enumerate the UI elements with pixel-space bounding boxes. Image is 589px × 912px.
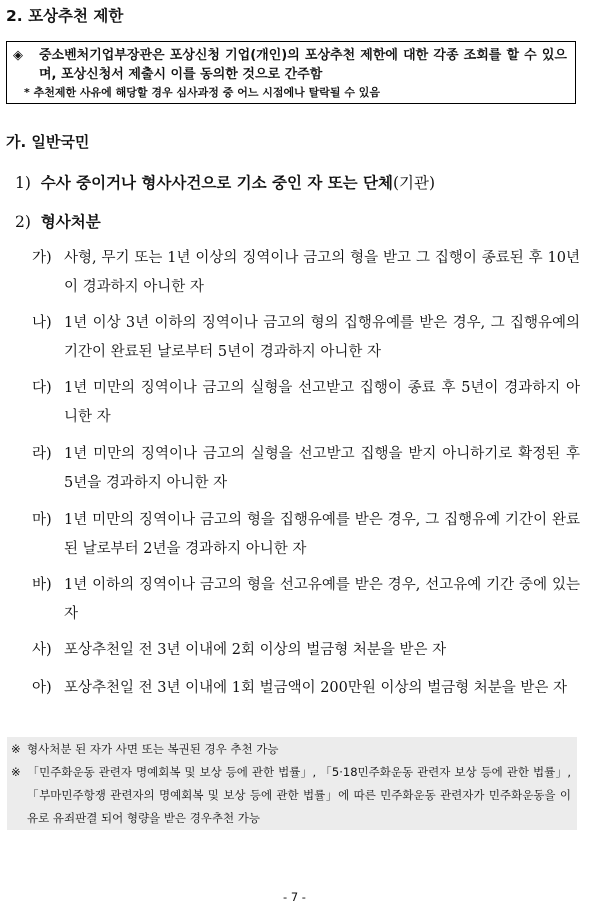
note-marker: ※ [11, 742, 21, 756]
subitem-text: 1년 미만의 징역이나 금고의 실형을 선고받고 집행이 종료 후 5년이 경과하지 아니한 자 [64, 380, 580, 425]
list-item [32, 636, 580, 665]
subitem-marker: 다) [32, 380, 52, 396]
item-number: 2) [15, 213, 31, 231]
item-bold-text: 형사처분 [40, 213, 101, 231]
list-item [15, 171, 435, 193]
diamond-marker-icon: ◈ [13, 48, 23, 63]
notice-text: 중소벤처기업부장관은 포상신청 기업(개인)의 포상추천 제한에 대한 각종 조회를 할 수 있으며, 포상신청서 제출시 이를 동의한 것으로 간주함 [39, 48, 567, 82]
note-item [11, 738, 571, 761]
notes-box [7, 737, 577, 830]
list-item [32, 244, 580, 302]
subitem-marker: 바) [32, 577, 52, 593]
subitem-text: 포상추천일 전 3년 이내에 2회 이상의 벌금형 처분을 받은 자 [64, 642, 447, 658]
subitem-marker: 사) [32, 642, 52, 658]
list-item [32, 374, 580, 432]
section-title: 2. 포상추천 제한 [6, 7, 124, 25]
subitem-text: 1년 미만의 징역이나 금고의 실형을 선고받고 집행을 받지 아니하기로 확정된 후 5년을 경과하지 아니한 자 [64, 446, 580, 491]
list-item [32, 571, 580, 629]
list-item [32, 506, 580, 564]
subitem-text: 1년 이하의 징역이나 금고의 형을 선고유예를 받은 경우, 선고유예 기간 중에 있는 자 [64, 577, 580, 622]
list-item [32, 309, 580, 367]
list-item [15, 210, 101, 232]
subitem-marker: 마) [32, 512, 52, 528]
notice-box [6, 41, 576, 104]
note-text: 형사처분 된 자가 사면 또는 복권된 경우 추천 가능 [27, 742, 279, 756]
subsection-title: 가. 일반국민 [6, 133, 90, 151]
subitem-text: 1년 이상 3년 이하의 징역이나 금고의 형의 집행유예를 받은 경우, 그 집행유예의 기간이 완료된 날로부터 5년이 경과하지 아니한 자 [64, 315, 580, 360]
notice-star-note: * 추천제한 사유에 해당할 경우 심사과정 중 어느 시점에나 탈락될 수 있음 [24, 86, 381, 99]
item-normal-text: (기관) [393, 174, 436, 192]
subitem-marker: 나) [32, 315, 52, 331]
subitem-marker: 라) [32, 446, 52, 462]
subitem-marker: 아) [32, 680, 52, 696]
item-number: 1) [15, 174, 31, 192]
subitem-text: 1년 미만의 징역이나 금고의 형을 집행유예를 받은 경우, 그 집행유예 기간이 완료된 날로부터 2년을 경과하지 아니한 자 [64, 512, 580, 557]
subitem-text: 포상추천일 전 3년 이내에 1회 벌금액이 200만원 이상의 벌금형 처분을 받은 자 [64, 680, 568, 696]
page-number: - 7 - [283, 890, 306, 904]
note-text: 「민주화운동 관련자 명예회복 및 보상 등에 관한 법률」, 「5·18민주화운동 관련자 보상 등에 관한 법률」, 「부마민주항쟁 관련자의 명예회복 및 보상 등에 관한 법률」에 따른 민주화운동 관련자가 민주화운동을 이유로 유죄판결 되어 형량을 받은 경우추천 가능 [27, 765, 571, 825]
note-item [11, 761, 571, 830]
list-item [32, 674, 580, 703]
list-item [32, 440, 580, 498]
note-marker: ※ [11, 765, 21, 779]
subitem-marker: 가) [32, 250, 52, 266]
subitem-text: 사형, 무기 또는 1년 이상의 징역이나 금고의 형을 받고 그 집행이 종료된 후 10년이 경과하지 아니한 자 [64, 250, 580, 295]
item-bold-text: 수사 중이거나 형사사건으로 기소 중인 자 또는 단체 [40, 174, 393, 192]
